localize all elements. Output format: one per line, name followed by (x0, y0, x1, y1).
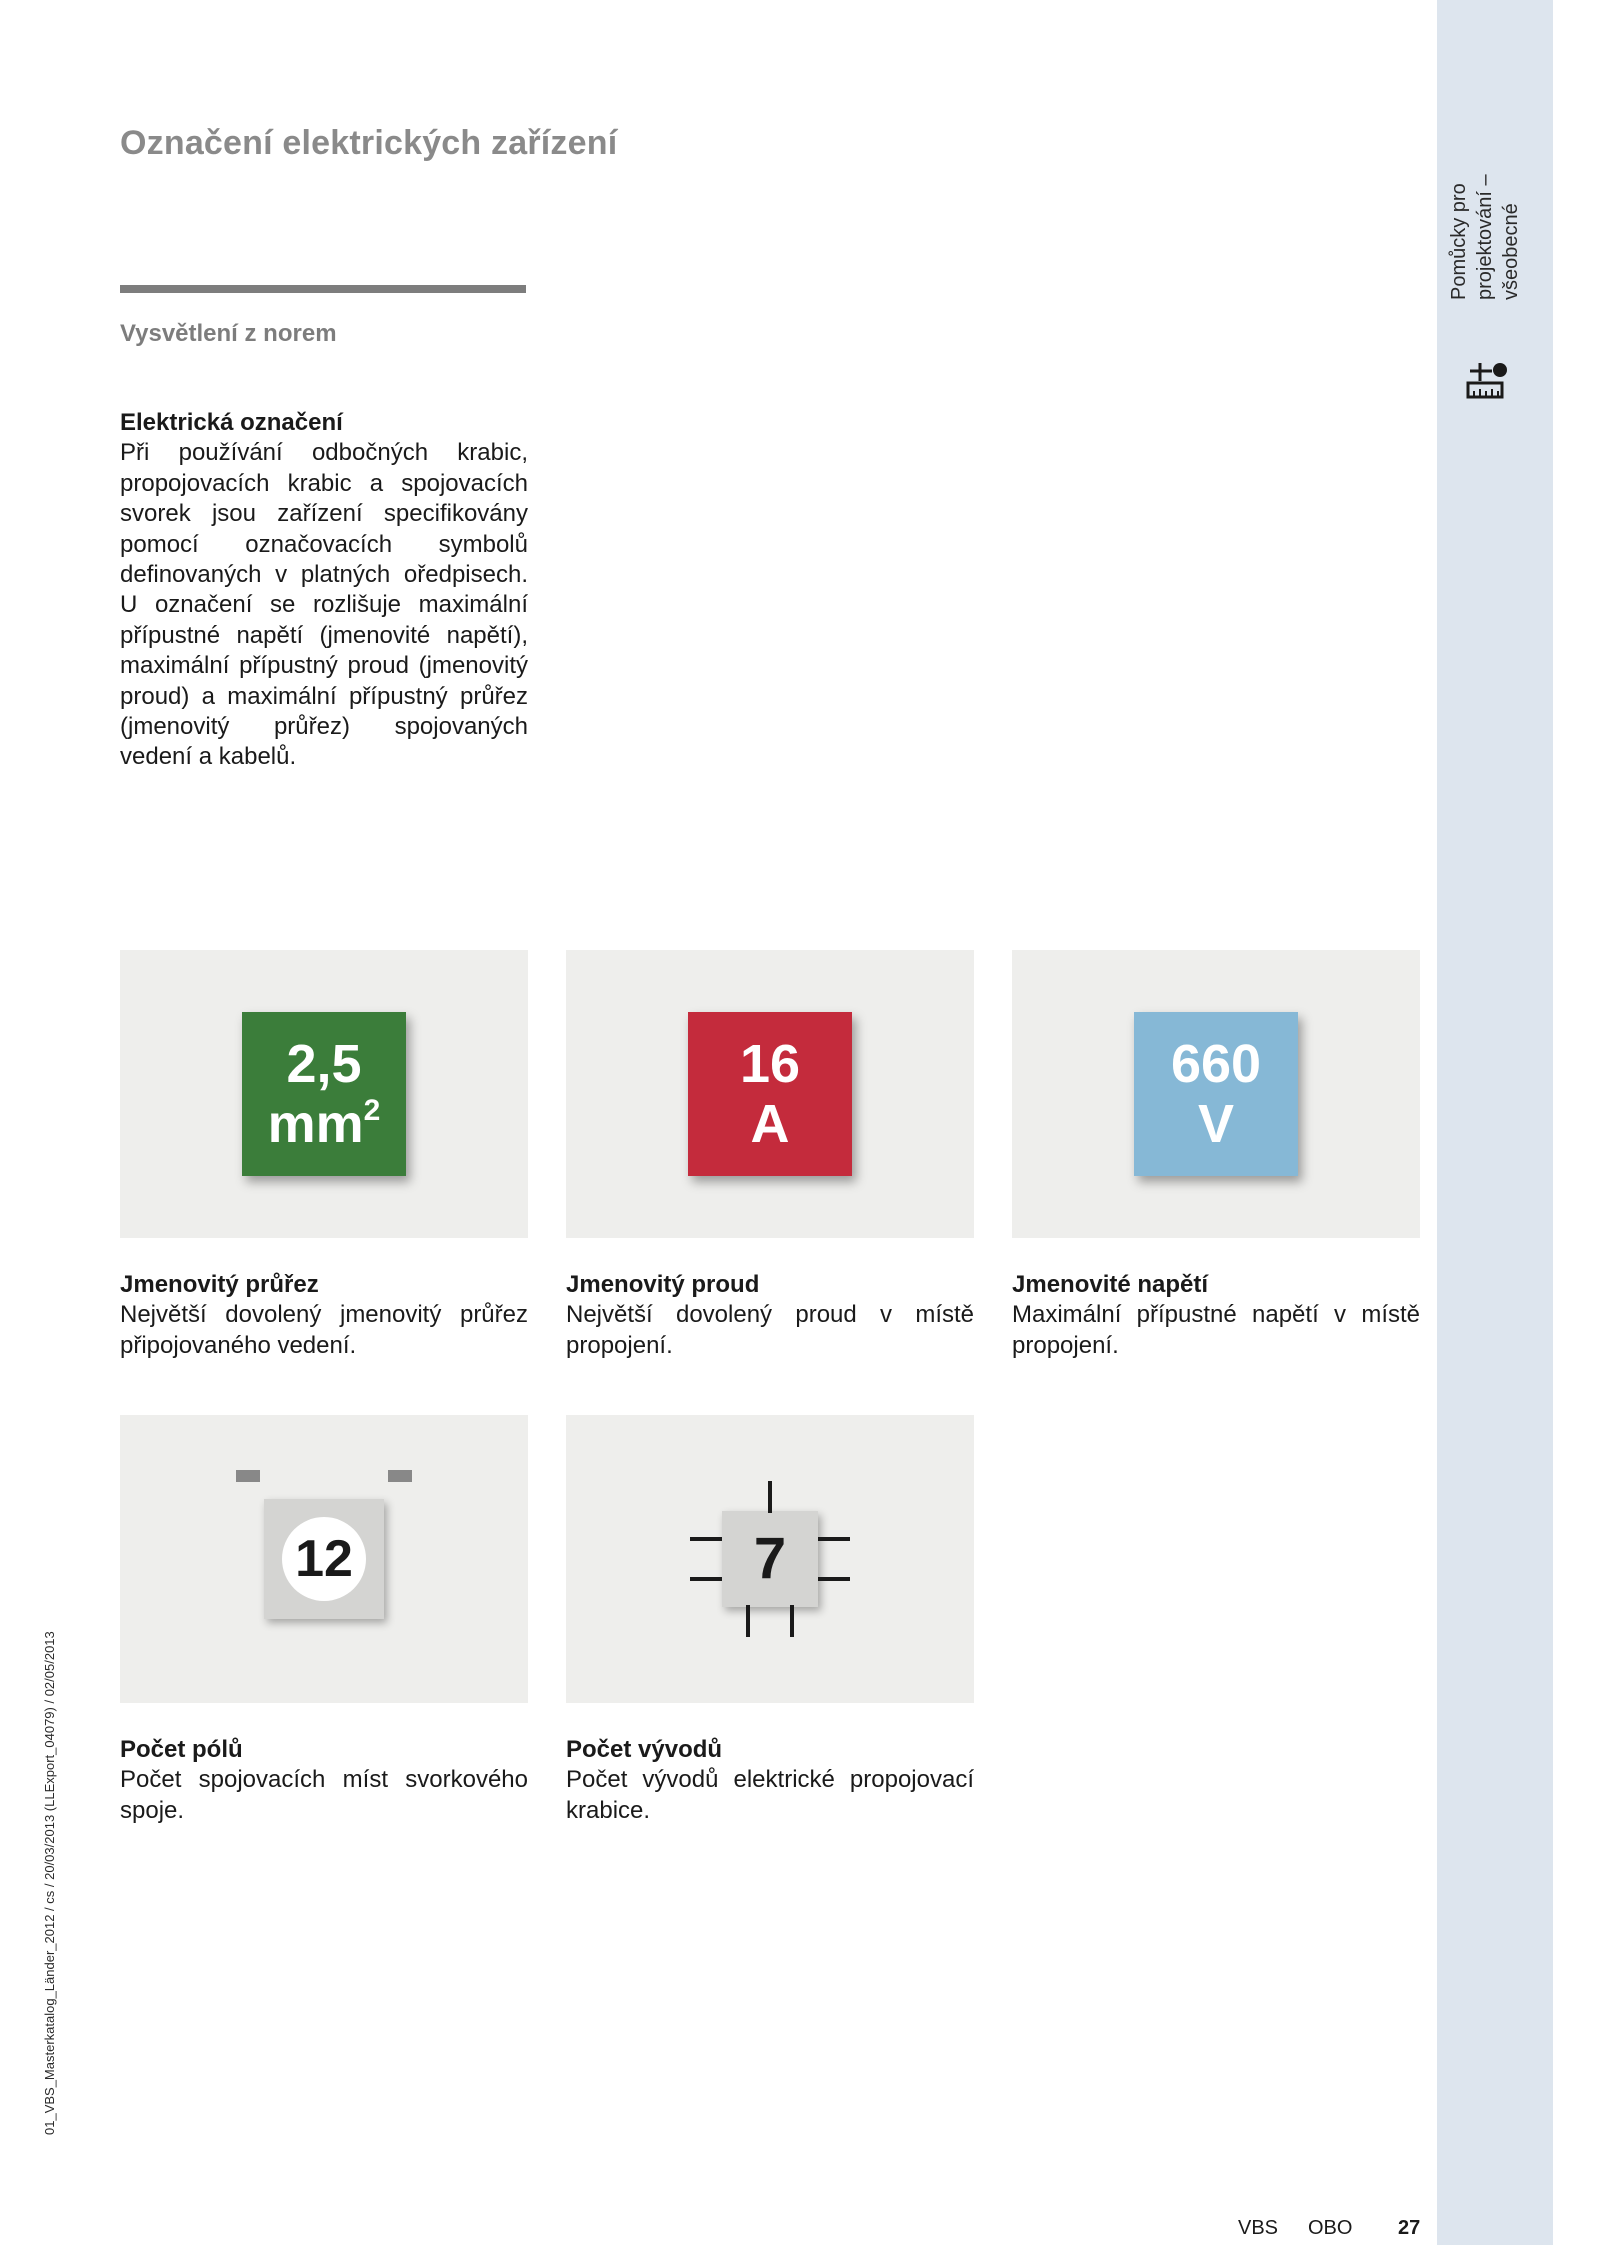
outlets-count: 7 (753, 1525, 787, 1591)
symbol-line1: 2,5 (286, 1034, 362, 1094)
outlet-pin-left-top (690, 1537, 722, 1541)
voltage-symbol (1134, 1012, 1298, 1176)
pole-pin-left (236, 1470, 260, 1482)
card-text: Největší dovolený proud v místě propojení. (566, 1301, 974, 1359)
symbol-superscript: 2 (363, 1094, 381, 1127)
section-heading: Vysvětlení z norem (120, 320, 337, 347)
symbol-panel (1012, 950, 1420, 1238)
outlets-symbol (722, 1511, 818, 1607)
symbol-line2: $mm^2$ (267, 1094, 381, 1154)
symbol-line2: V (1197, 1094, 1235, 1154)
symbol-panel (120, 1415, 528, 1703)
page-title: Označení elektrických zařízení (120, 124, 618, 162)
symbol-panel (566, 950, 974, 1238)
current-symbol (688, 1012, 852, 1176)
symbol-line1: 16 (739, 1034, 801, 1094)
intro-heading: Elektrická označení (120, 409, 343, 436)
card-heading: Počet pólů (120, 1736, 243, 1763)
symbol-line2: A (750, 1094, 790, 1154)
sidebar (1437, 0, 1553, 2245)
symbol-panel (120, 950, 528, 1238)
footer-brand: OBO (1308, 2217, 1353, 2239)
card-text: Největší dovolený jmenovitý průřez připojovaného vedení. (120, 1301, 528, 1359)
intro-text: Při používání odbočných krabic, propojovacích krabic a spojovacích svorek jsou zařízení specifikovány pomocí označovacích symbolů definovaných v platných oředpisech. U označení se rozlišuje maximální přípustné napětí (jmenovité napětí), maximální přípustný proud (jmenovitý proud) a maximální přípustný průřez (jmenovitý průřez) spojovaných vedení a kabelů. (120, 439, 528, 771)
page-number: 27 (1398, 2217, 1421, 2239)
symbol-card-voltage (1012, 950, 1420, 1361)
title-rule (120, 285, 526, 293)
tools-icon (1466, 361, 1512, 401)
intro-block (120, 408, 528, 773)
outlet-pin-right-top (818, 1537, 850, 1541)
card-text: Počet vývodů elektrické propojovací krabice. (566, 1766, 974, 1824)
symbol-line1: 660 (1170, 1034, 1262, 1094)
footer-vbs: VBS (1238, 2217, 1279, 2239)
card-heading: Jmenovité napětí (1012, 1271, 1209, 1298)
cross-section-symbol (242, 1012, 406, 1176)
card-heading: Jmenovitý proud (566, 1271, 760, 1298)
outlet-pin-right-bottom (818, 1577, 850, 1581)
outlet-pin-bottom-left (746, 1605, 750, 1637)
card-text: Počet spojovacích míst svorkového spoje. (120, 1766, 528, 1824)
sidebar-label (1446, 60, 1524, 300)
poles-symbol (264, 1499, 384, 1619)
symbol-panel (566, 1415, 974, 1703)
card-text: Maximální přípustné napětí v místě propojení. (1012, 1301, 1420, 1359)
symbol-card-poles (120, 1415, 528, 1826)
outlet-pin-bottom-right (790, 1605, 794, 1637)
pole-pin-right (388, 1470, 412, 1482)
sidebar-label-line2: projektování – (1474, 174, 1496, 300)
symbol-card-outlets (566, 1415, 974, 1826)
outlet-pin-left-bottom (690, 1577, 722, 1581)
symbol-card-current (566, 950, 974, 1361)
symbol-card-cross-section (120, 950, 528, 1361)
outlet-pin-top (768, 1481, 772, 1513)
card-heading: Jmenovitý průřez (120, 1271, 319, 1298)
card-heading: Počet vývodů (566, 1736, 723, 1763)
poles-count: 12 (282, 1517, 366, 1601)
sidebar-label-line1: Pomůcky pro (1448, 183, 1470, 300)
sidebar-label-line3: všeobecné (1500, 203, 1522, 300)
print-meta: 01_VBS_Masterkatalog_Länder_2012 / cs / 20/03/2013 (LLExport_04079) / 02/05/2013 (42, 1631, 57, 2135)
